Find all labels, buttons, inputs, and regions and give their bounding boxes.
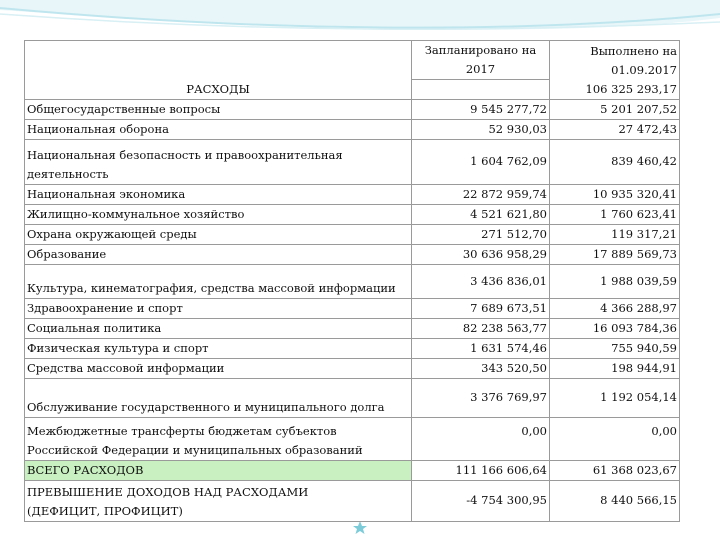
row-label: Национальная экономика [25, 184, 412, 204]
total-row [25, 460, 680, 480]
table-row [25, 224, 680, 244]
table-row [25, 184, 680, 204]
row-executed: 198 944,91 [550, 358, 680, 378]
row-planned: 271 512,70 [412, 224, 550, 244]
row-label: Жилищно-коммунальное хозяйство [25, 204, 412, 224]
row-label: Здравоохранение и спорт [25, 298, 412, 318]
row-label-line2: Российской Федерации и муниципальных образований [27, 442, 363, 457]
row-label-line1: Национальная безопасность и правоохранительная [27, 147, 343, 162]
slide-top-swoosh [0, 0, 720, 40]
table-row [25, 139, 680, 184]
row-label-line2: деятельность [27, 166, 109, 181]
row-executed: 1 988 039,59 [550, 264, 680, 298]
table-row [25, 298, 680, 318]
row-label [25, 417, 412, 460]
header-executed-line2: 01.09.2017 [611, 62, 677, 77]
table-row [25, 264, 680, 298]
row-planned: 7 689 673,51 [412, 298, 550, 318]
surplus-label-line2: (ДЕФИЦИТ, ПРОФИЦИТ) [27, 503, 183, 518]
header-empty-cell [25, 41, 412, 80]
header-executed-line1: Выполнено на [590, 43, 677, 58]
row-label-line1: Межбюджетные трансферты бюджетам субъектов [27, 423, 337, 438]
row-planned: 9 545 277,72 [412, 99, 550, 119]
row-executed: 5 201 207,52 [550, 99, 680, 119]
expenses-label: РАСХОДЫ [25, 80, 412, 100]
budget-table [24, 40, 680, 522]
row-executed: 0,00 [550, 417, 680, 460]
row-planned: 4 521 621,80 [412, 204, 550, 224]
row-planned: 343 520,50 [412, 358, 550, 378]
row-executed: 17 889 569,73 [550, 244, 680, 264]
table-row [25, 417, 680, 460]
expenses-planned-empty [412, 80, 550, 100]
surplus-executed: 8 440 566,15 [550, 480, 680, 521]
header-planned-line2: 2017 [465, 62, 496, 76]
row-planned: 82 238 563,77 [412, 318, 550, 338]
table-row [25, 204, 680, 224]
row-planned: 1 604 762,09 [412, 139, 550, 184]
table-row [25, 318, 680, 338]
table-row [25, 358, 680, 378]
row-executed: 4 366 288,97 [550, 298, 680, 318]
table-row [25, 244, 680, 264]
row-label: Физическая культура и спорт [25, 338, 412, 358]
surplus-label [25, 480, 412, 521]
total-planned: 111 166 606,64 [412, 460, 550, 480]
row-executed: 27 472,43 [550, 119, 680, 139]
table-header-row [25, 41, 680, 80]
header-planned [412, 41, 550, 80]
row-planned: 3 436 836,01 [412, 264, 550, 298]
row-executed: 16 093 784,36 [550, 318, 680, 338]
surplus-planned: -4 754 300,95 [412, 480, 550, 521]
row-executed: 755 940,59 [550, 338, 680, 358]
row-executed: 1 192 054,14 [550, 378, 680, 417]
row-label: Обслуживание государственного и муниципального долга [25, 378, 412, 417]
table-row [25, 119, 680, 139]
row-planned: 52 930,03 [412, 119, 550, 139]
row-executed: 10 935 320,41 [550, 184, 680, 204]
row-planned: 22 872 959,74 [412, 184, 550, 204]
row-planned: 30 636 958,29 [412, 244, 550, 264]
row-label [25, 139, 412, 184]
row-executed: 1 760 623,41 [550, 204, 680, 224]
total-executed: 61 368 023,67 [550, 460, 680, 480]
row-label: Социальная политика [25, 318, 412, 338]
surplus-row [25, 480, 680, 521]
row-label: Национальная оборона [25, 119, 412, 139]
total-label: ВСЕГО РАСХОДОВ [25, 460, 412, 480]
row-executed: 119 317,21 [550, 224, 680, 244]
row-label: Общегосударственные вопросы [25, 99, 412, 119]
row-label: Охрана окружающей среды [25, 224, 412, 244]
table-row [25, 338, 680, 358]
row-planned: 1 631 574,46 [412, 338, 550, 358]
header-executed [550, 41, 680, 100]
star-icon [353, 521, 367, 534]
table-row [25, 378, 680, 417]
header-planned-line1: Запланировано на [424, 43, 537, 57]
table-row [25, 99, 680, 119]
surplus-label-line1: ПРЕВЫШЕНИЕ ДОХОДОВ НАД РАСХОДАМИ [27, 484, 309, 499]
row-label: Образование [25, 244, 412, 264]
row-planned: 0,00 [412, 417, 550, 460]
expenses-executed: 106 325 293,17 [585, 81, 677, 96]
row-planned: 3 376 769,97 [412, 378, 550, 417]
row-executed: 839 460,42 [550, 139, 680, 184]
row-label: Средства массовой информации [25, 358, 412, 378]
row-label: Культура, кинематография, средства массовой информации [25, 264, 412, 298]
